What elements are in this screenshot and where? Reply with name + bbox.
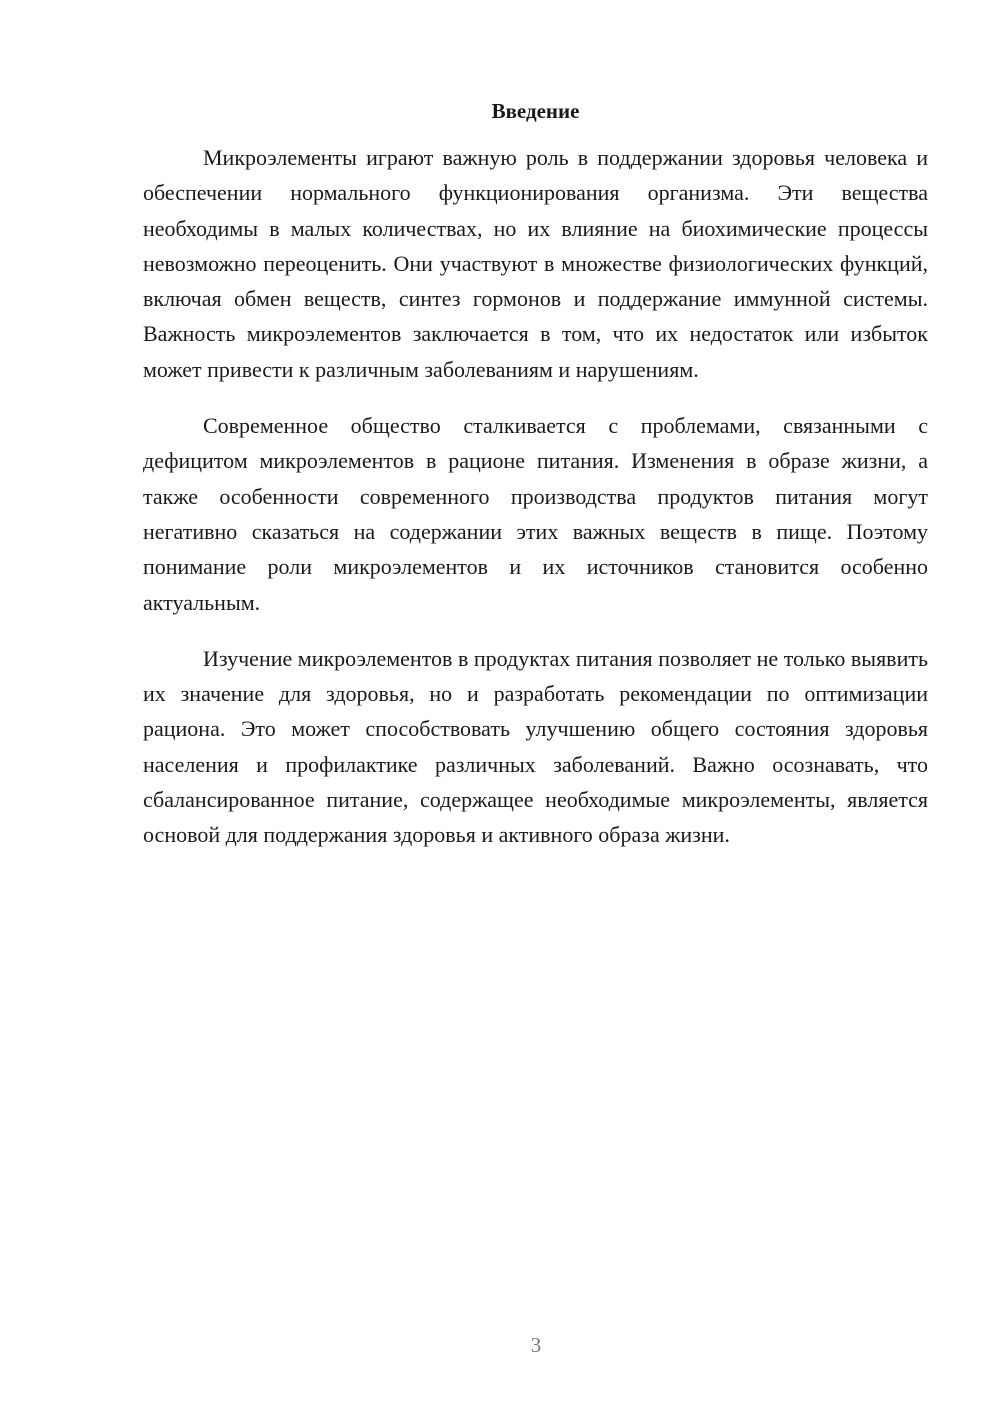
paragraph-3: Изучение микроэлементов в продуктах питания позволяет не только выявить их значение для здоровья, но и разработать рекомендации по оптимизации рациона. Это может способствовать улучшению общего состояния здоровья населения и профилактике различных заболеваний. Важно осознавать, что сбалансированное питание, содержащее необходимые микроэлементы, является основой для поддержания здоровья и активного образа жизни. (143, 645, 928, 848)
paragraph-2: Современное общество сталкивается с проблемами, связанными с дефицитом микроэлементов в рационе питания. Изменения в образе жизни, а также особенности современного производства продуктов питания могут негативно сказаться на содержании этих важных веществ в пище. Поэтому понимание роли микроэлементов и их источников становится особенно актуальным. (143, 413, 928, 615)
page-content (143, 96, 928, 874)
section-heading: Введение (491, 99, 580, 123)
paragraph-1: Микроэлементы играют важную роль в поддержании здоровья человека и обеспечении нормального функционирования организма. Эти вещества необходимы в малых количествах, но их влияние на биохимические процессы невозможно переоценить. Они участвуют в множестве физиологических функций, включая обмен веществ, синтез гормонов и поддержание иммунной системы. Важность микроэлементов заключается в том, что их недостаток или избыток может привести к различным заболеваниям и нарушениям. (143, 145, 928, 382)
page-number: 3 (530, 1333, 542, 1357)
